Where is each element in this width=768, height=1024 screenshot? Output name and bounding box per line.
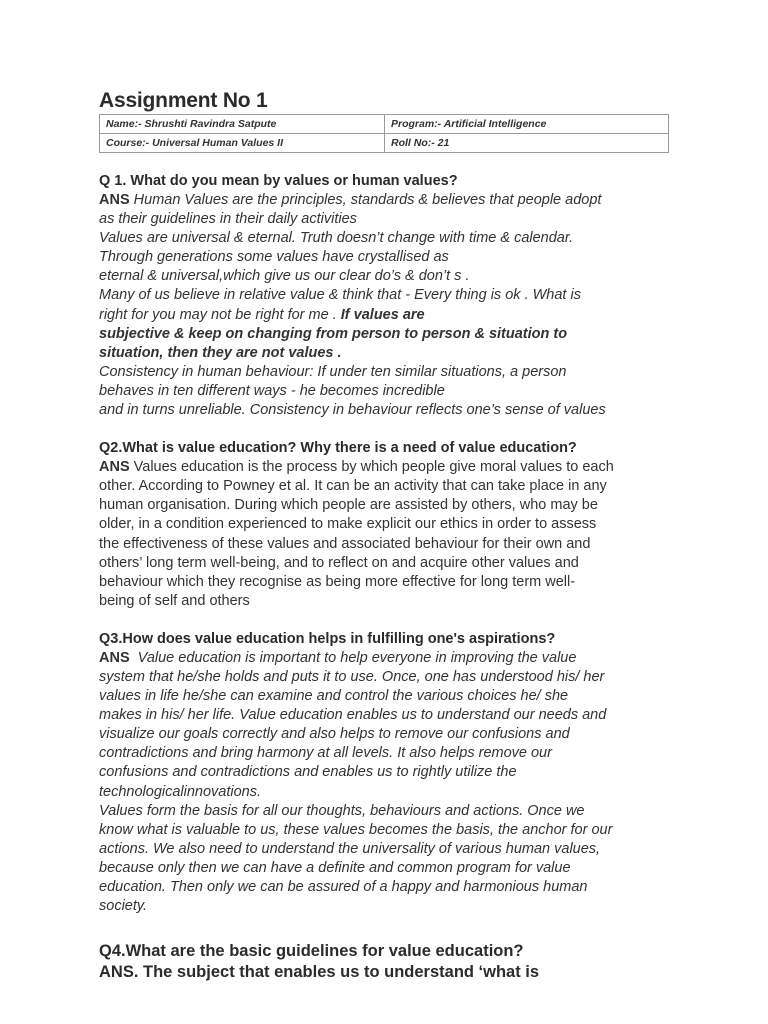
answer-line: confusions and contradictions and enables us to rightly utilize the <box>99 764 517 781</box>
answer-line: Consistency in human behaviour: If under ten similar situations, a person <box>99 363 567 380</box>
answer-line <box>99 306 671 325</box>
q2-section <box>99 439 671 611</box>
ans-label: ANS <box>99 649 130 666</box>
table-row <box>100 134 669 153</box>
answer-line: eternal & universal,which give us our clear do’s & don’t s . <box>99 268 470 285</box>
answer-line: behaves in ten different ways - he becomes incredible <box>99 382 445 399</box>
course-cell: Course:- Universal Human Values II <box>100 134 385 153</box>
answer-text: Value education is important to help everyone in improving the value <box>129 649 577 666</box>
answer-line: values in life he/she can examine and control the various choices he/ she <box>99 688 569 705</box>
answer-emphasis: If values are <box>340 306 425 323</box>
answer-line: as their guidelines in their daily activities <box>99 211 357 228</box>
ans-label: ANS <box>99 192 130 208</box>
answer-line: Values are universal & eternal. Truth doesn’t change with time & calendar. <box>99 230 574 247</box>
answer-line: the effectiveness of these values and associated behaviour for their own and <box>99 535 591 552</box>
answer-line: Through generations some values have crystallised as <box>99 249 449 266</box>
answer-line: human organisation. During which people are assisted by others, who may be <box>99 497 598 514</box>
answer-line: older, in a condition experienced to make explicit our ethics in order to assess <box>99 516 597 533</box>
table-row <box>100 115 669 134</box>
answer-line: education. Then only we can be assured of a happy and harmonious human <box>99 879 588 895</box>
answer-line: being of self and others <box>99 592 250 609</box>
q4-section <box>99 941 671 983</box>
answer-line: society. <box>99 898 148 915</box>
page-title: Assignment No 1 <box>99 89 268 112</box>
name-cell: Name:- Shrushti Ravindra Satpute <box>100 115 385 134</box>
document-page <box>99 88 671 983</box>
answer-line: other. According to Powney et al. It can be an activity that can take place in any <box>99 478 607 495</box>
answer-text: Human Values are the principles, standards & believes that people adopt <box>129 192 602 208</box>
q4-answer-line: ANS. The subject that enables us to understand ‘what is <box>99 963 540 982</box>
answer-line-bold: subjective & keep on changing from person to person & situation to <box>99 325 568 342</box>
answer-line: makes in his/ her life. Value education enables us to understand our needs and <box>99 707 607 724</box>
answer-line: technologicalinnovations. <box>99 783 262 800</box>
q2-question: Q2.What is value education? Why there is a need of value education? <box>99 440 577 457</box>
ans-label: ANS <box>99 459 130 476</box>
answer-line: and in turns unreliable. Consistency in behaviour reflects one’s sense of values <box>99 402 606 419</box>
answer-line: because only then we can have a definite and common program for value <box>99 859 571 876</box>
answer-line: others’ long term well-being, and to reflect on and acquire other values and <box>99 554 579 571</box>
q3-question: Q3.How does value education helps in fulfilling one's aspirations? <box>99 630 556 647</box>
answer-line: contradictions and bring harmony at all levels. It also helps remove our <box>99 745 552 762</box>
answer-text: Values education is the process by which people give moral values to each <box>129 459 614 476</box>
q3-section <box>99 630 671 916</box>
info-table <box>99 114 669 153</box>
q3-answer-first <box>99 649 671 668</box>
answer-line-bold: situation, then they are not values . <box>99 344 342 361</box>
q2-answer-first <box>99 458 671 477</box>
roll-cell: Roll No:- 21 <box>385 134 669 153</box>
answer-line: actions. We also need to understand the universality of various human values, <box>99 840 601 857</box>
answer-line: Many of us believe in relative value & think that - Every thing is ok . What is <box>99 287 581 304</box>
answer-line: behaviour which they recognise as being more effective for long term well- <box>99 573 576 590</box>
answer-line: know what is valuable to us, these values becomes the basis, the anchor for our <box>99 821 613 838</box>
program-cell: Program:- Artificial Intelligence <box>385 115 669 134</box>
answer-line: Values form the basis for all our thoughts, behaviours and actions. Once we <box>99 802 585 819</box>
q1-section <box>99 172 671 420</box>
q1-question: Q 1. What do you mean by values or human values? <box>99 173 458 189</box>
q4-question: Q4.What are the basic guidelines for value education? <box>99 942 524 961</box>
answer-line: system that he/she holds and puts it to use. Once, one has understood his/ her <box>99 668 605 685</box>
answer-text: right for you may not be right for me . <box>99 306 341 323</box>
q1-answer-first <box>99 191 671 210</box>
answer-line: visualize our goals correctly and also helps to remove our confusions and <box>99 726 570 743</box>
